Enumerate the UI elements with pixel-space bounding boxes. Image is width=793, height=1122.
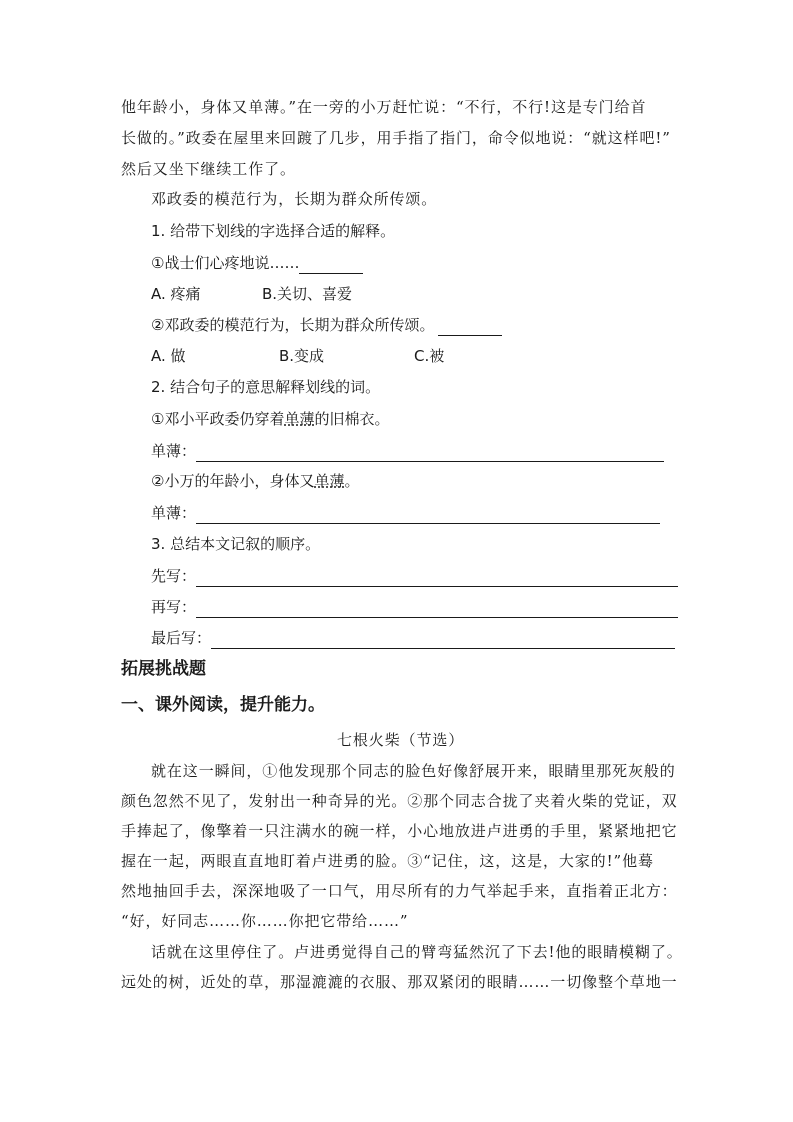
question-3-answer-first — [151, 565, 678, 587]
reading-title: 七根火柴（节选） — [337, 731, 465, 749]
answer-label-2: 单薄： — [151, 504, 197, 522]
question-3-answer-then — [151, 596, 678, 618]
question-1-item-2 — [151, 314, 502, 336]
question-2-item-1-pre: ①邓小平政委仍穿着 — [151, 410, 285, 428]
reading-line-2: 颜色忽然不见了，发射出一种奇异的光。②那个同志合拢了夹着火柴的党证，双 — [121, 792, 678, 810]
answer-line-last[interactable] — [211, 632, 675, 649]
question-2-answer-2 — [151, 502, 660, 524]
section-title: 拓展挑战题 — [121, 659, 206, 679]
question-1-item-2-option-a: A. 做 — [151, 347, 186, 365]
reading-line-3: 手捧起了，像擎着一只注满水的碗一样，小心地放进卢进勇的手里，紧紧地把它 — [121, 822, 678, 840]
dotted-word-2: 单薄 — [314, 472, 345, 490]
reading-line-5: 然地抽回手去，深深地吸了一口气，用尽所有的力气举起手来，直指着正北方： — [121, 882, 678, 900]
answer-line-then[interactable] — [196, 601, 678, 618]
reading-line-1: 就在这一瞬间，①他发现那个同志的脸色好像舒展开来，眼睛里那死灰般的 — [151, 762, 676, 780]
question-1-item-1-text: ①战士们心疼地说…… — [151, 254, 300, 272]
answer-label-first: 先写： — [151, 567, 197, 585]
answer-line-2[interactable] — [196, 507, 660, 524]
answer-line-1[interactable] — [196, 445, 664, 462]
passage-line-3: 然后又坐下继续工作了。 — [121, 160, 296, 178]
dotted-word-1: 单薄 — [284, 410, 315, 428]
question-2-item-2-pre: ②小万的年龄小，身体又 — [151, 472, 315, 490]
question-1-item-2-option-c: C.被 — [414, 347, 445, 365]
question-2-title: 2. 结合句子的意思解释划线的词。 — [151, 378, 381, 396]
answer-label-last: 最后写： — [151, 629, 212, 647]
question-1-item-1-option-a: A. 疼痛 — [151, 285, 201, 303]
question-2-item-2-post: 。 — [344, 472, 360, 490]
question-1-item-1-option-b: B.关切、喜爱 — [262, 285, 353, 303]
passage-line-4: 邓政委的模范行为，长期为群众所传颂。 — [151, 190, 438, 208]
question-2-answer-1 — [151, 440, 664, 462]
question-1-item-2-text: ②邓政委的模范行为，长期为群众所传颂。 — [151, 316, 435, 334]
reading-line-8: 远处的树，近处的草，那湿漉漉的衣服、那双紧闭的眼睛……一切像整个草地一 — [121, 973, 678, 991]
passage-line-2: 长做的。”政委在屋里来回踱了几步，用手指了指门，命令似地说：“就这样吧!” — [121, 129, 671, 147]
answer-blank-1[interactable] — [299, 257, 363, 274]
part-title: 一、课外阅读，提升能力。 — [121, 695, 325, 715]
passage-line-1: 他年龄小，身体又单薄。”在一旁的小万赶忙说：“不行，不行!这是专门给首 — [121, 98, 647, 116]
question-2-item-1-post: 的旧棉衣。 — [314, 410, 390, 428]
question-3-title: 3. 总结本文记叙的顺序。 — [151, 535, 321, 553]
answer-label-1: 单薄： — [151, 442, 197, 460]
question-2-item-1 — [151, 408, 389, 430]
question-1-item-2-option-b: B.变成 — [279, 347, 325, 365]
question-1-item-1 — [151, 252, 363, 274]
question-2-item-2 — [151, 470, 359, 492]
question-3-answer-last — [151, 627, 675, 649]
answer-blank-2[interactable] — [438, 319, 502, 336]
answer-label-then: 再写： — [151, 598, 197, 616]
reading-line-6: “好，好同志……你……你把它带给……” — [121, 912, 409, 930]
question-1-title: 1. 给带下划线的字选择合适的解释。 — [151, 222, 396, 240]
reading-line-7: 话就在这里停住了。卢进勇觉得自己的臂弯猛然沉了下去!他的眼睛模糊了。 — [151, 943, 683, 961]
reading-line-4: 握在一起，两眼直直地盯着卢进勇的脸。③“记住，这，这是，大家的!”他蓦 — [121, 852, 654, 870]
answer-line-first[interactable] — [196, 570, 678, 587]
